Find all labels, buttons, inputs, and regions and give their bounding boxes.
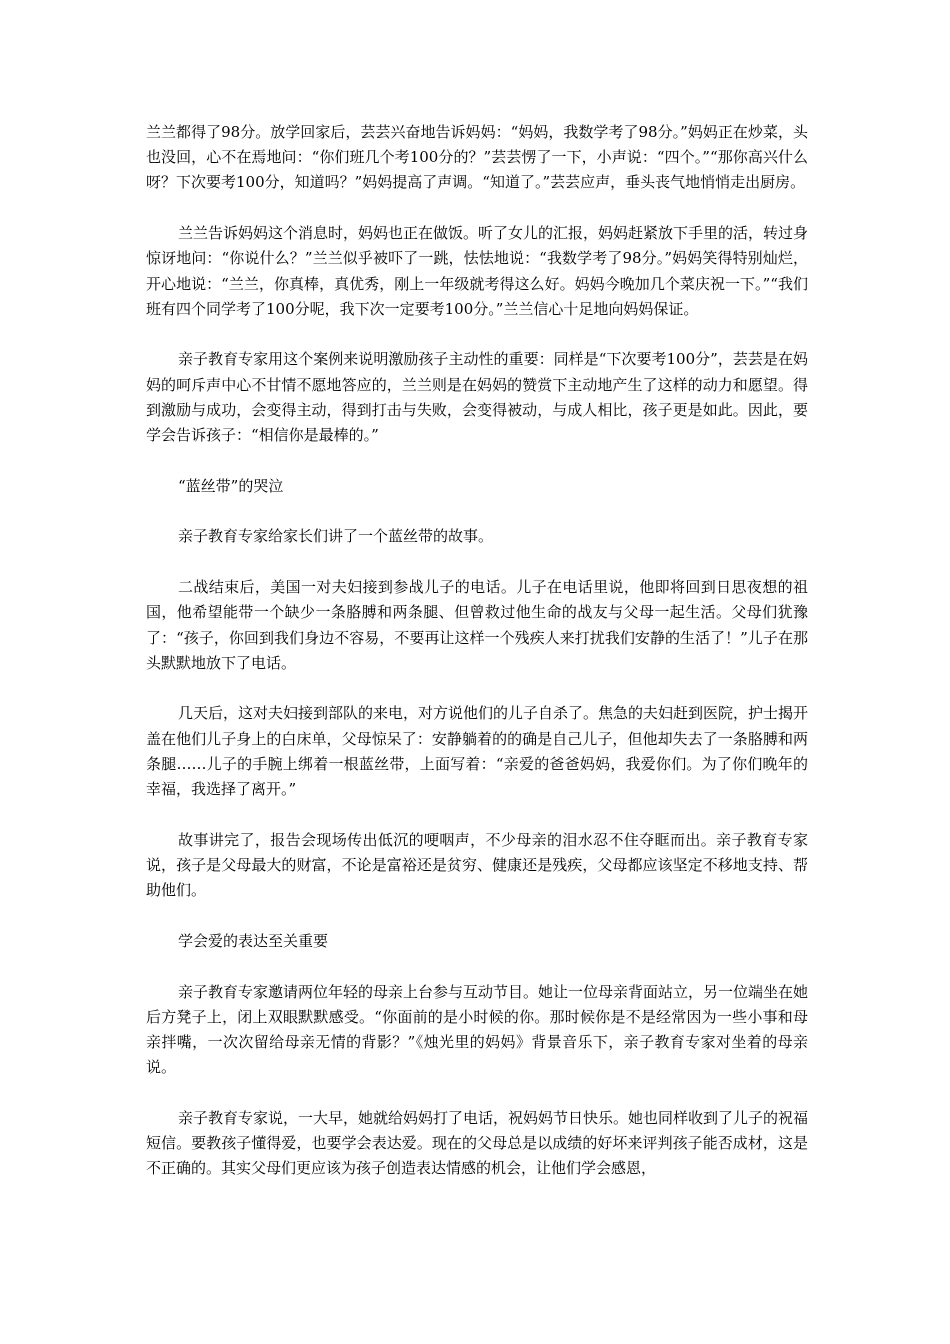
paragraph: 几天后，这对夫妇接到部队的来电，对方说他们的儿子自杀了。焦急的夫妇赶到医院，护士揭开盖在他们儿子身上的白床单，父母惊呆了：安静躺着的的确是自己儿子，但他却失去了一条胳膊和两条腿……儿子的手腕上绑着一根蓝丝带，上面写着：“亲爱的爸爸妈妈，我爱你们。为了你们晚年的幸福，我选择了离开。” xyxy=(146,704,809,799)
paragraph: 亲子教育专家用这个案例来说明激励孩子主动性的重要：同样是“下次要考100分”，芸芸是在妈妈的呵斥声中心不甘情不愿地答应的，兰兰则是在妈妈的赞赏下主动地产生了这样的动力和愿望。得到激励与成功，会变得主动，得到打击与失败，会变得被动，与成人相比，孩子更是如此。因此，要学会告诉孩子：“相信你是最棒的。” xyxy=(146,350,808,445)
paragraph: 亲子教育专家给家长们讲了一个蓝丝带的故事。 xyxy=(178,527,494,546)
paragraph: 兰兰都得了98分。放学回家后，芸芸兴奋地告诉妈妈：“妈妈，我数学考了98分。”妈妈正在炒菜，头也没回，心不在焉地问：“你们班几个考100分的？”芸芸愣了一下，小声说：“四个。”“那你高兴什么呀？下次要考100分，知道吗？”妈妈提高了声调。“知道了。”芸芸应声，垂头丧气地悄悄走出厨房。 xyxy=(146,123,808,192)
document-page xyxy=(146,120,808,1207)
paragraph: 故事讲完了，报告会现场传出低沉的哽咽声，不少母亲的泪水忍不住夺眶而出。亲子教育专家说，孩子是父母最大的财富，不论是富裕还是贫穷、健康还是残疾，父母都应该坚定不移地支持、帮助他们。 xyxy=(146,830,808,900)
section-heading: 学会爱的表达至关重要 xyxy=(178,931,329,950)
paragraph: 兰兰告诉妈妈这个消息时，妈妈也正在做饭。听了女儿的汇报，妈妈赶紧放下手里的活，转过身惊讶地问：“你说什么？”兰兰似乎被吓了一跳，怯怯地说：“我数学考了98分。”妈妈笑得特别灿烂，开心地说：“兰兰，你真棒，真优秀，刚上一年级就考得这么好。妈妈今晚加几个菜庆祝一下。”“我们班有四个同学考了100分呢，我下次一定要考100分。”兰兰信心十足地向妈妈保证。 xyxy=(146,224,809,318)
section-heading: “蓝丝带”的哭泣 xyxy=(178,476,284,495)
paragraph: 二战结束后，美国一对夫妇接到参战儿子的电话。儿子在电话里说，他即将回到日思夜想的祖国，他希望能带一个缺少一条胳膊和两条腿、但曾救过他生命的战友与父母一起生活。父母们犹豫了：“孩子，你回到我们身边不容易，不要再让这样一个残疾人来打扰我们安静的生活了！”儿子在那头默默地放下了电话。 xyxy=(146,578,808,672)
paragraph: 亲子教育专家邀请两位年轻的母亲上台参与互动节目。她让一位母亲背面站立，另一位端坐在她后方凳子上，闭上双眼默默感受。“你面前的是小时候的你。那时候你是不是经常因为一些小事和母亲拌嘴，一次次留给母亲无情的背影？”《烛光里的妈妈》背景音乐下，亲子教育专家对坐着的母亲说。 xyxy=(146,982,809,1077)
paragraph: 亲子教育专家说，一大早，她就给妈妈打了电话，祝妈妈节日快乐。她也同样收到了儿子的祝福短信。要教孩子懂得爱，也要学会表达爱。现在的父母总是以成绩的好坏来评判孩子能否成材，这是不正确的。其实父母们更应该为孩子创造表达情感的机会，让他们学会感恩， xyxy=(146,1108,809,1178)
